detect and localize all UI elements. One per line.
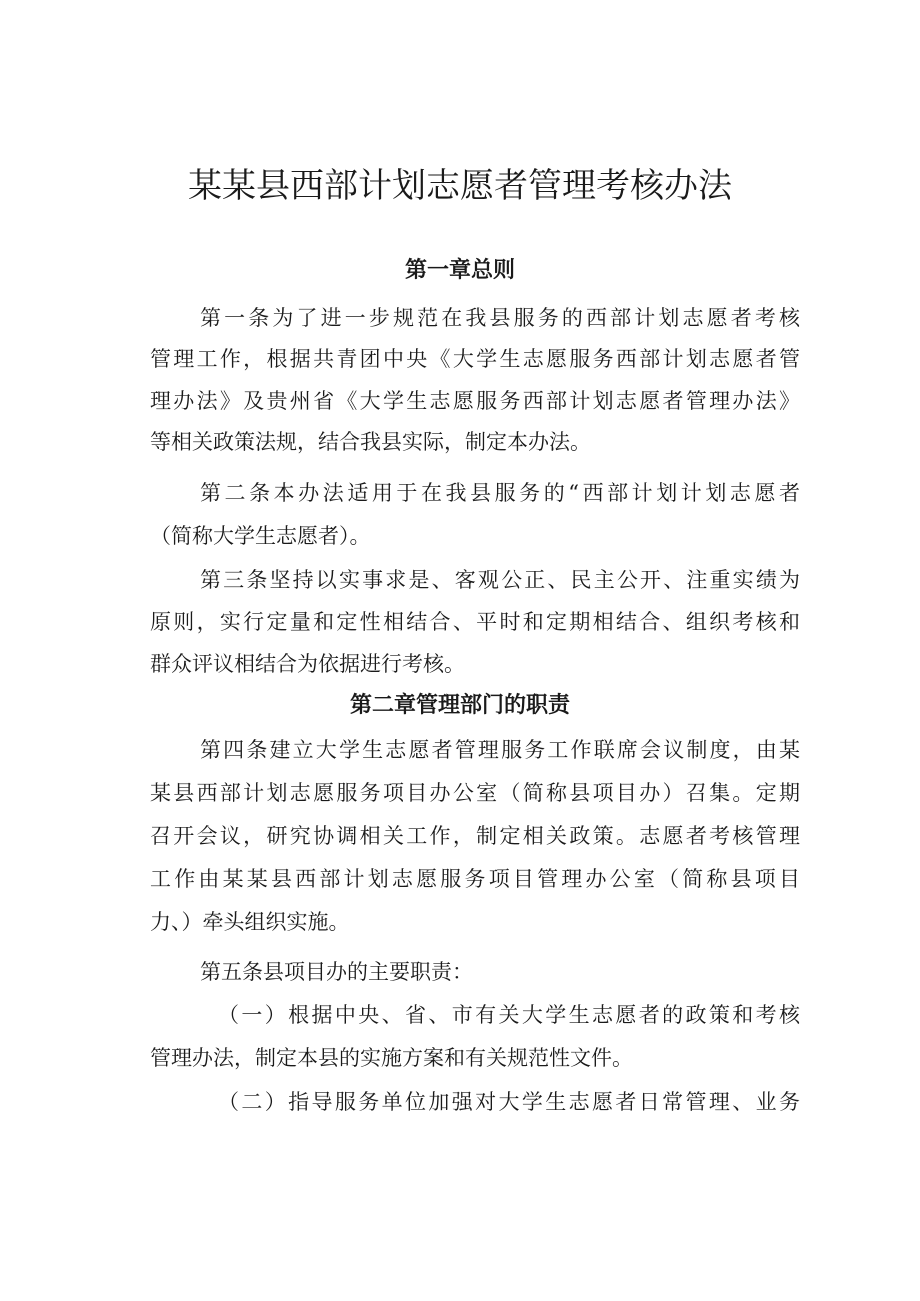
text-line: 第一条为了进一步规范在我县服务的西部计划志愿者考核 xyxy=(200,306,800,330)
text-line: 力、）牵头组织实施。 xyxy=(150,910,350,934)
text-line: 召开会议，研究协调相关工作，制定相关政策。志愿者考核管理 xyxy=(150,824,800,848)
document-title: 某某县西部计划志愿者管理考核办法 xyxy=(188,166,732,206)
text-line: 第三条坚持以实事求是、客观公正、民主公开、注重实绩为 xyxy=(200,568,800,592)
chapter-heading-1: 第一章总则 xyxy=(404,258,515,283)
text-line: 管理办法，制定本县的实施方案和有关规范性文件。 xyxy=(150,1046,633,1070)
text-line: 原则，实行定量和定性相结合、平时和定期相结合、组织考核和 xyxy=(150,610,800,634)
chapter-heading-2: 第二章管理部门的职责 xyxy=(349,693,570,718)
text-line: 某县西部计划志愿服务项目办公室（简称县项目办）召集。定期 xyxy=(150,781,800,805)
text-line: （一）根据中央、省、市有关大学生志愿者的政策和考核 xyxy=(218,1003,800,1027)
text-line: （简称大学生志愿者）。 xyxy=(150,524,371,548)
text-line: （二）指导服务单位加强对大学生志愿者日常管理、业务 xyxy=(218,1090,800,1114)
text-line: 第四条建立大学生志愿者管理服务工作联席会议制度，由某 xyxy=(200,738,800,762)
text-line: 理办法》及贵州省《大学生志愿服务西部计划志愿者管理办法》 xyxy=(150,389,800,413)
text-line: 群众评议相结合为依据进行考核。 xyxy=(150,652,465,676)
text-line: 第二条本办法适用于在我县服务的“西部计划计划志愿者 xyxy=(200,481,800,505)
text-line: 管理工作，根据共青团中央《大学生志愿服务西部计划志愿者管 xyxy=(150,347,800,371)
text-line: 等相关政策法规，结合我县实际，制定本办法。 xyxy=(150,430,591,454)
text-line: 第五条县项目办的主要职责： xyxy=(200,960,473,984)
text-line: 工作由某某县西部计划志愿服务项目管理办公室（简称县项目 xyxy=(150,867,800,891)
